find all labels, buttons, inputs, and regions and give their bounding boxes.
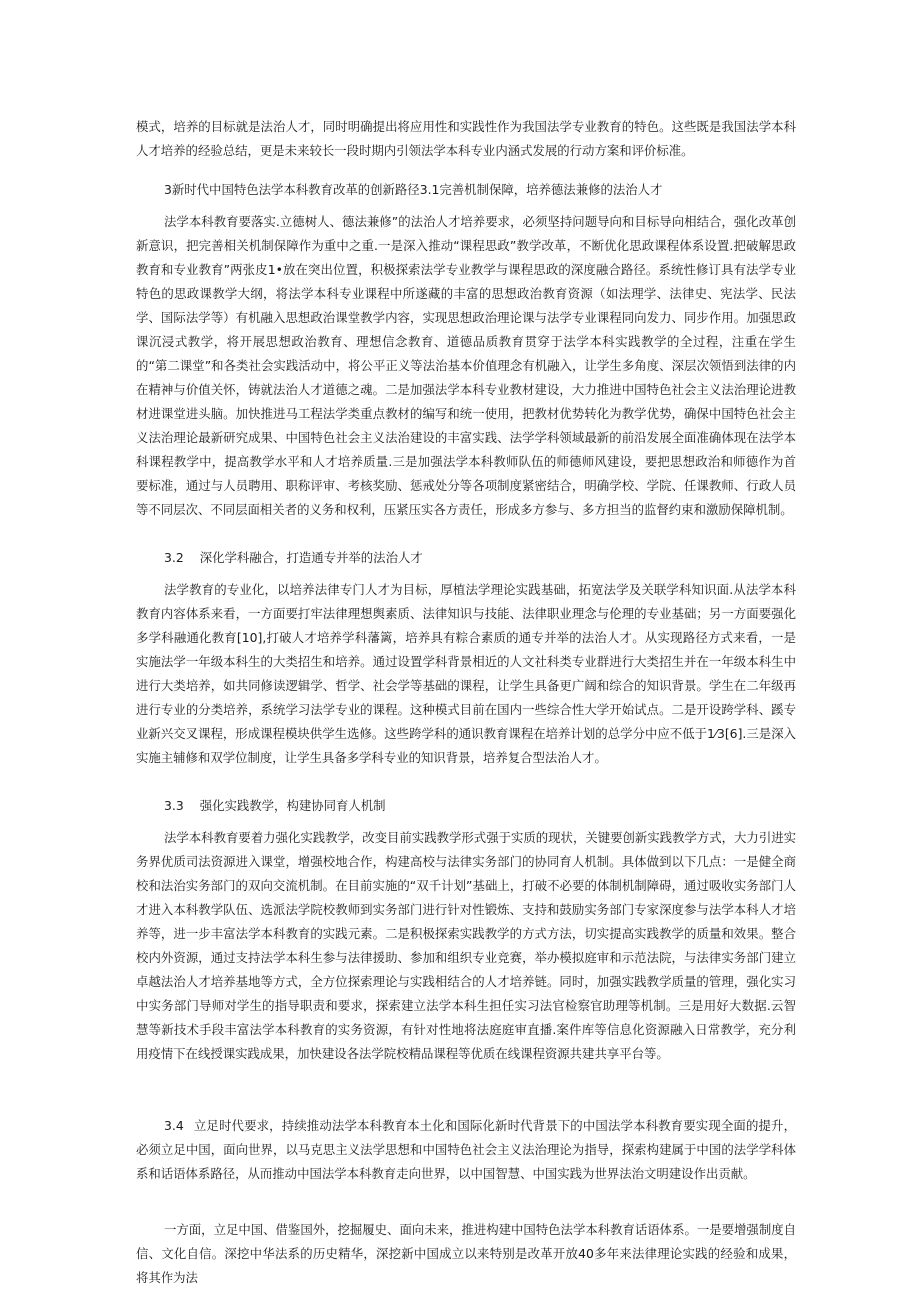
section-3-2-number: 3.2 bbox=[164, 550, 184, 565]
section-3-3-number: 3.3 bbox=[164, 798, 184, 813]
section-3-2-heading bbox=[136, 546, 796, 570]
section-3-heading bbox=[136, 178, 796, 202]
intro-paragraph: 模式，培养的目标就是法治人才，同时明确提出将应用性和实践性作为我国法学专业教育的特色。这些既是我国法学本科人才培养的经验总结，更是未来较长一段时期内引领法学本科专业内涵式发展的行动方案和评价标准。 bbox=[136, 119, 796, 158]
section-3-4-number: 3.4 bbox=[164, 1118, 184, 1133]
section-3-1-paragraph: 法学本科教育要落实.立德树人、德法兼修”的法治人才培养要求，必须坚持问题导向和目标导向相结合，强化改革创新意识，把完善相关机制保障作为重中之重.一是深入推动“课程思政”教学改革，不断优化思政课程体系设置.把破解思政教育和专业教育”两张皮1•放在突出位置，积极探索法学专业教学与课程思政的深度融合路径。系统性修订具有法学专业特色的思政课教学大纲，将法学本科专业课程中所遂藏的丰富的思想政治教育资源（如法理学、法律史、宪法学、民法学、国际法学等）有机融入思想政治课堂教学内容，实现思想政治理论课与法学专业课程同向发力、同步作用。加强思政课沉浸式教学，将开展思想政治教育、理想信念教育、道德品质教育贯穿于法学本科实践教学的全过程，注重在学生的“第二课堂”和各类社会实践活动中，将公平正义等法治基本价值理念有机融入，让学生多角度、深层次领悟到法律的内在精神与价值关怀，铸就法治人才道德之魂。二是加强法学本科专业教材建设，大力推进中国特色社会主义法治理论进教材进课堂进头脑。加快推进马工程法学类重点教材的编写和统一使用，把教材优势转化为教学优势，确保中国特色社会主义法治理论最新研究成果、中国特色社会主义法治建设的丰富实践、法学学科领域最新的前沿发展全面准确体现在法学本科课程教学中，提高教学水平和人才培养质量.三是加强法学本科教师队伍的师德师风建设，要把思想政治和师德作为首要标准，通过与人员聘用、职称评审、考核奖励、惩戒处分等各项制度紧密结合，明确学校、学院、任课教师、行政人员等不同层次、不同层面相关者的义务和权利，压紧压实各方责任，形成多方参与、多方担当的监督约束和激励保障机制。 bbox=[136, 214, 796, 517]
section-3-4-text: 立足时代要求，持续推动法学本科教育本土化和国际化新时代背景下的中国法学本科教育要实现全面的提升，必须立足中国，面向世界，以马克思主义法学思想和中国特色社会主义法治理论为指导，探索构建属于中国的法学学科体系和话语体系路径，从而推动中国法学本科教育走向世界，以中国智慧、中国实践为世界法治文明建设作出贡献。 bbox=[136, 1118, 796, 1181]
section-3-3-title: 强化实践教学，构建协同育人机制 bbox=[199, 798, 386, 813]
section-3-4-paragraph bbox=[136, 1114, 796, 1186]
section-3-2-paragraph: 法学教育的专业化，以培养法律专门人才为目标，厚植法学理论实践基础，拓宽法学及关联学科知识面.从法学本科教育内容体系来看，一方面要打牢法律理想舆素质、法律知识与技能、法律职业理念与伦理的专业基础；另一方面要强化多学科融通化教育[10],打破人才培养学科藩篱，培养具有粽合素质的通专并举的法治人才。从实现路径方式来看，一是实施法学一年级本科生的大类招生和培养。通过设置学科背景相近的人文社科类专业群进行大类招生并在一年级本科生中进行大类培养，如共同修读逻辑学、哲学、社会学等基础的课程，让学生具备更广阔和综合的知识背景。学生在二年级再进行专业的分类培养，系统学习法学专业的课程。这种模式目前在国内一些综合性大学开始试点。二是开设跨学科、蹊专业新兴交叉课程，形成课程模块供学生选修。这些跨学科的通识教育课程在培养计划的总学分中应不低于1⁄3[6].三是深入实施主辅修和双学位制度，让学生具备多学科专业的知识背景，培养复合型法治人才。 bbox=[136, 582, 796, 765]
section-3-3-heading bbox=[136, 794, 796, 818]
final-paragraph: 一方面，立足中国、借鉴国外，挖掘履史、面向未来，推进构建中国特色法学本科教育话语体系。一是要增强制度自信、文化自信。深挖中华法系的历史精华，深挖新中国成立以来特别是改革开放40多年来法律理论实践的经验和成果，将其作为法 bbox=[136, 1222, 796, 1285]
section-3-3-paragraph: 法学本科教育要着力强化实践教学，改变目前实践教学形式强于实质的现状，关键要创新实践教学方式，大力引进实务界优质司法资源进入课堂，增强校地合作，构建高校与法律实务部门的协同育人机制。具体做到以下几点：一是健全商校和法治实务部门的双向交流机制。在目前实施的“双千计划”基础上，打破不必要的体制机制障碍，通过吸收实务部门人才进入本科教学队伍、选派法学院校教师到实务部门进行针对性锻炼、支持和鼓励实务部门专家深度参与法学本科人才培养等，进一步丰富法学本科教育的实践元素。二是积极探索实践教学的方式方法，切实提高实践教学的质量和效果。整合校内外资源，通过支持法学本科生参与法律援助、参加和组织专业竞赛，举办模拟庭审和示范法院，与法律实务部门建立卓越法治人才培养基地等方式，全方位探索理论与实践相结合的人才培养链。同时，加强实践教学质量的管理，强化实习中实务部门导师对学生的指导职责和要求，探索建立法学本科生担任实习法官检察官助理等机制。三是用好大数据.云智慧等新技术手段丰富法学本科教育的实务资源，有针对性地将法庭庭审直播.案件库等信息化资源融入日常教学，充分利用疫情下在线授课实践成果，加快建设各法学院校精品课程等优质在线课程资源共建共享平台等。 bbox=[136, 830, 796, 1061]
section-3-2-title: 深化学科融合，打造通专并举的法治人才 bbox=[199, 550, 423, 565]
section-3-heading-text: 3新时代中国特色法学本科教育改革的创新路径3.1完善机制保障，培养德法兼修的法治人才 bbox=[164, 182, 663, 197]
